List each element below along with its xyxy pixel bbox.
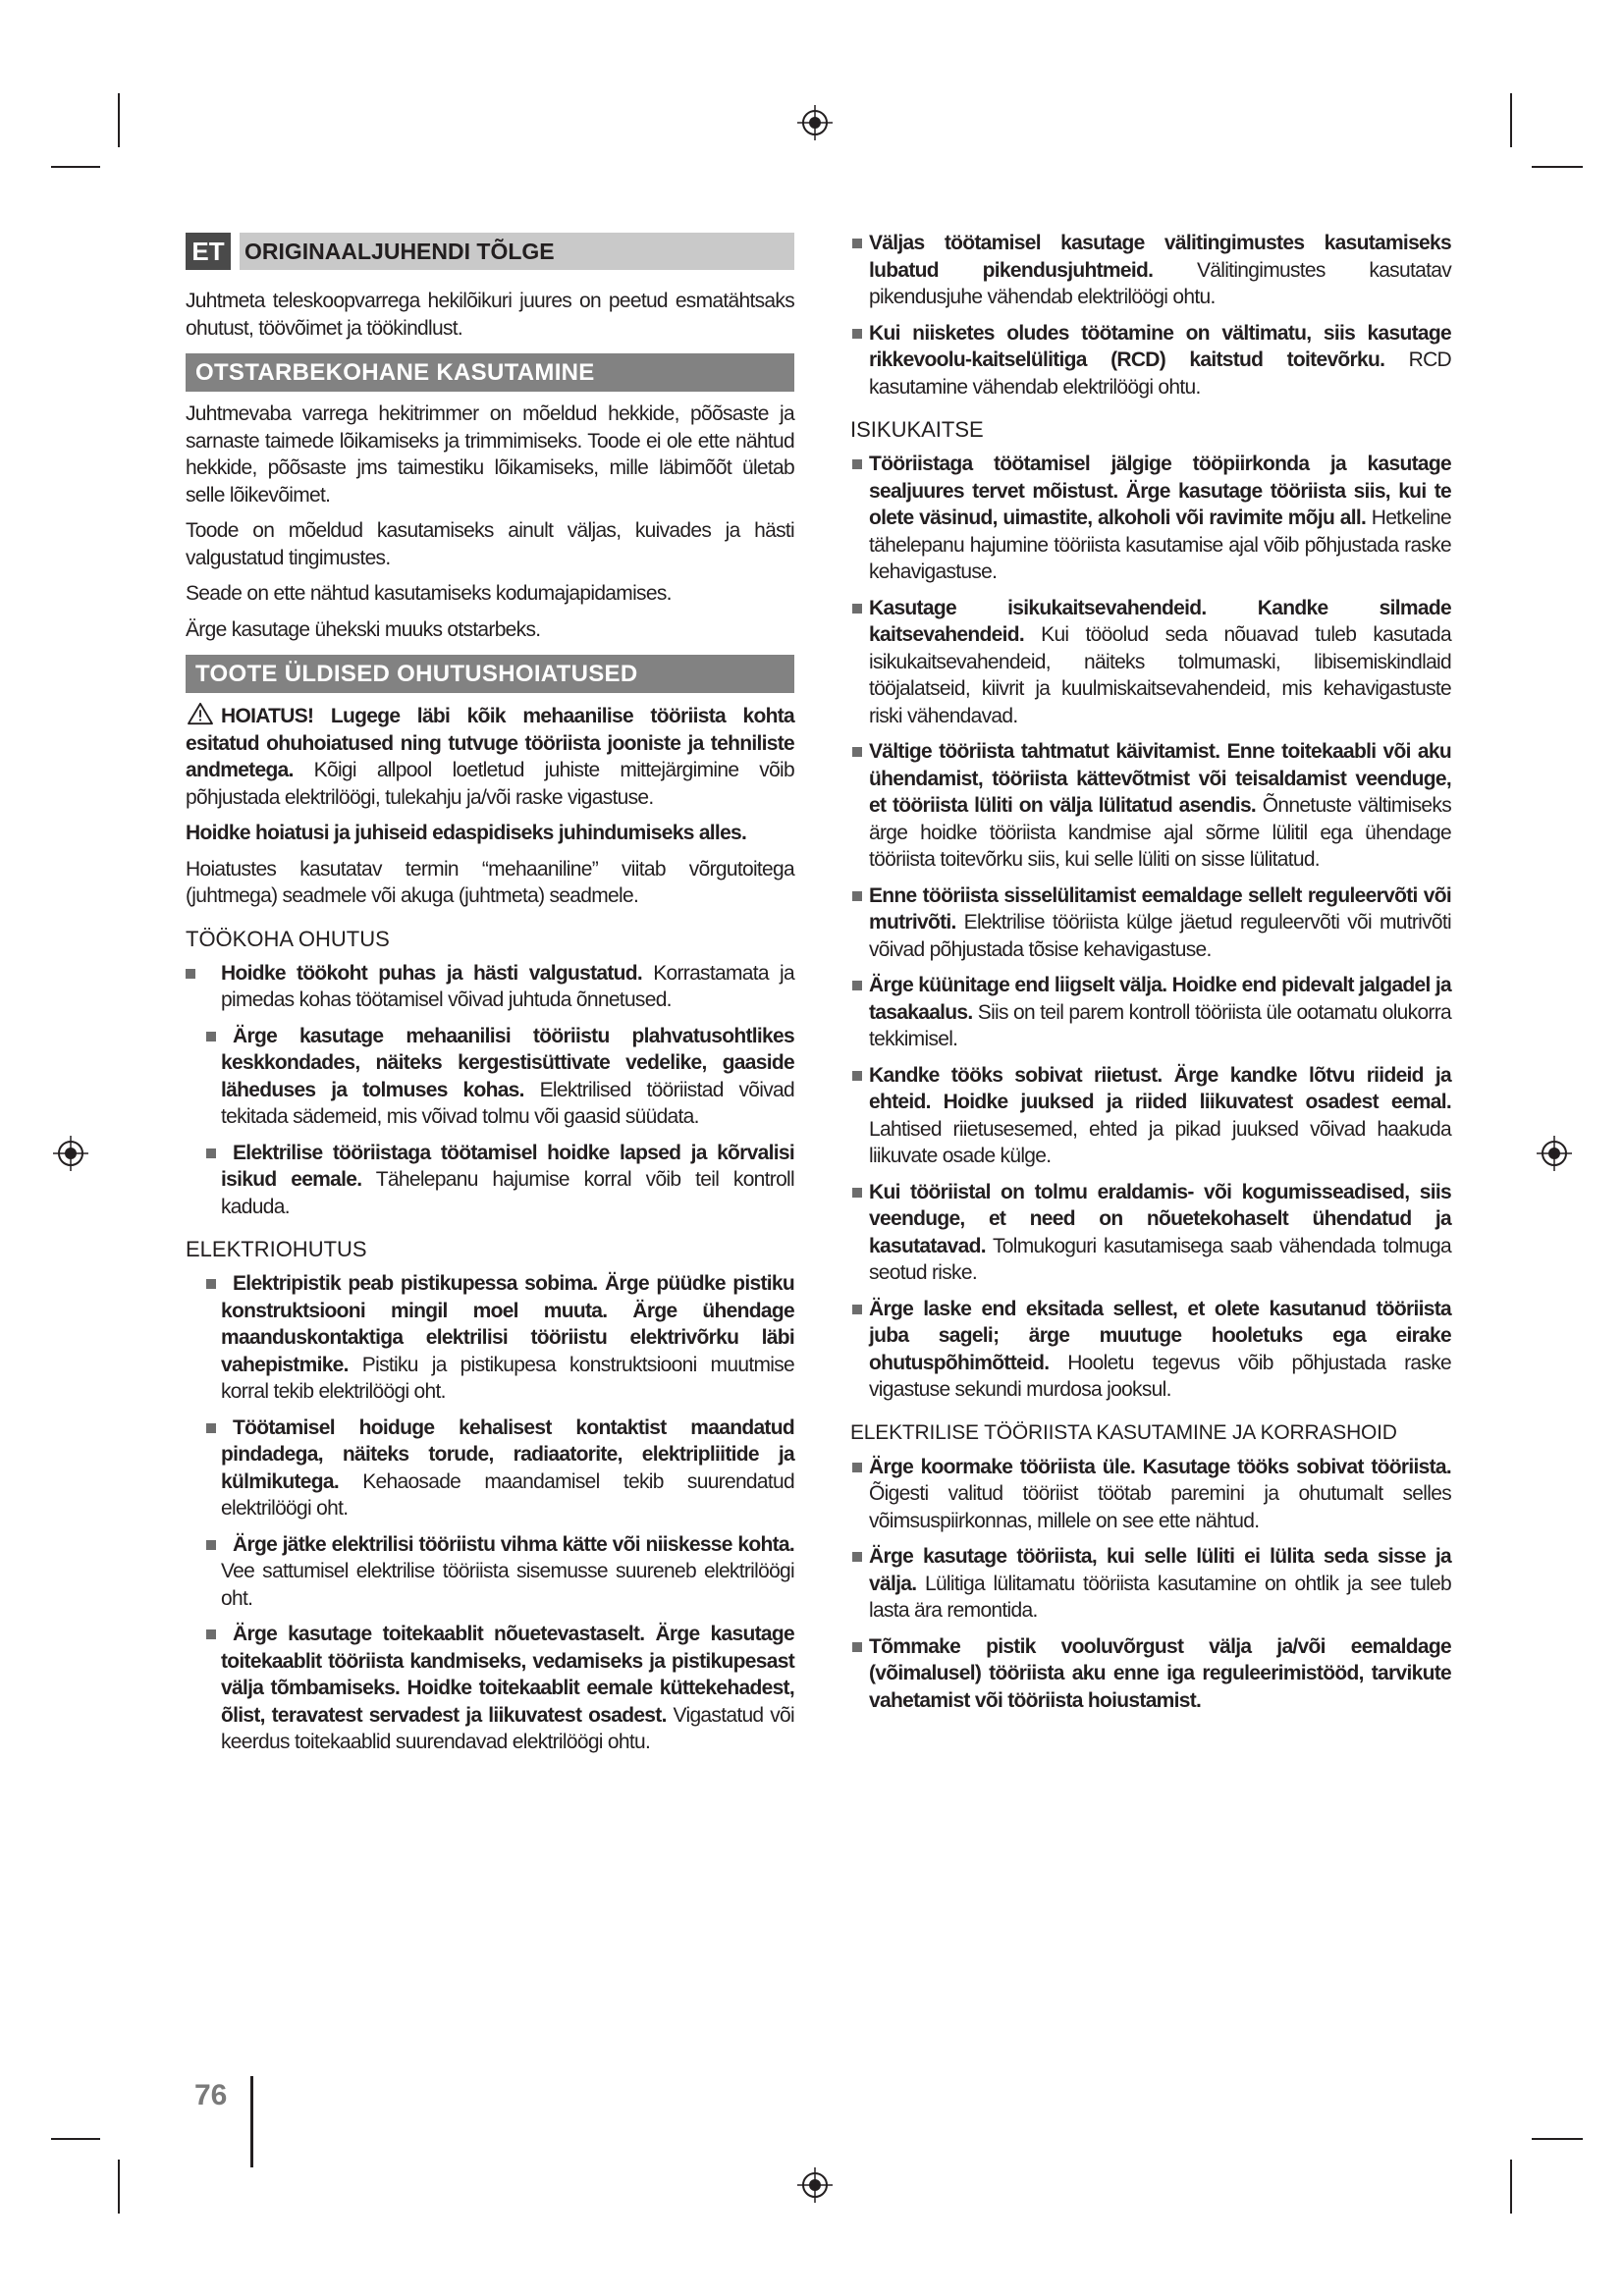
subheading-tool-use: ELEKTRILISE TÖÖRIISTA KASUTAMINE JA KORRASHOID (850, 1420, 1397, 1444)
list-item (850, 451, 1451, 586)
bullet-icon (852, 1552, 862, 1562)
item-text: Elektrilised tööriistad võivad tekitada sädemeid, mis võivad tolmu või gaasid süüdata. (221, 1078, 794, 1128)
registration-mark-icon (795, 2165, 835, 2205)
item-bold: Ärge kasutage tööriista, kui selle lüliti ei lülita seda sisse ja välja. (869, 1545, 1451, 1595)
list-item (186, 1023, 794, 1131)
right-column (850, 230, 1451, 1723)
item-bold: Ärge laske end eksitada sellest, et olete kasutanud tööriista juba sageli; ärge muutuge hooletuks ega eirake ohutuspõhimõtteid. (869, 1297, 1451, 1374)
item-bold: Elektrilise tööriistaga töötamisel hoidke lapsed ja kõrvalisi isikud eemale. (221, 1141, 794, 1191)
bullet-icon (852, 1188, 862, 1198)
registration-mark-icon (51, 1134, 90, 1173)
paragraph: Juhtmevaba varrega hekitrimmer on mõeldud hekkide, põõsaste ja sarnaste taimede lõikamiseks ja trimmimiseks. Toode ei ole ette nähtud hekkide, põõsaste jms taimestiku lõikamiseks, mille läbimõõt ületab selle lõikevõimet. (186, 402, 794, 507)
list-item (850, 1454, 1451, 1535)
item-bold: Ärge kasutage mehaanilisi tööriistu plahvatusohtlikes keskkondades, näiteks kergestisüttivate vedelike, gaaside läheduses ja tolmuses kohas. (221, 1024, 794, 1101)
registration-mark-icon (795, 103, 835, 142)
list-item (186, 1531, 794, 1613)
item-text: Kui tööolud seda nõuavad tuleb kasutada isikukaitsevahendeid, näiteks tolmumaski, libisemiskindlaid tööjalatseid, kiivrit ja kuulmiskaitsevahendeid, mis kehavigastuste riski vähendavad. (869, 623, 1451, 727)
bullet-icon (206, 1148, 216, 1158)
bullet-icon (206, 1279, 216, 1289)
registration-mark-icon (1535, 1134, 1574, 1173)
list-item (186, 1621, 794, 1756)
item-text: Elektrilise tööriista külge jäetud reguleervõti või mutrivõti võivad põhjustada tõsise kehavigastuse. (869, 911, 1451, 961)
paragraph: Toode on mõeldud kasutamiseks ainult väljas, kuivades ja hästi valgustatud tingimustes. (186, 519, 794, 569)
language-badge: ET (186, 233, 231, 270)
item-text: Vee sattumisel elektrilise tööriista sisemusse suureneb elektrilöögi oht. (221, 1560, 794, 1610)
item-text: Välitingimustes kasutatav pikendusjuhe vähendab elektrilöögi ohtu. (869, 258, 1451, 308)
crop-mark (51, 166, 100, 168)
item-bold: Tööriistaga töötamisel jälgige tööpiirkonda ja kasutage sealjuures tervet mõistust. Ärge kasutage tööriista siis, kui te olete väsinud, uimastite, alkoholi või ravimite mõju all. (869, 453, 1451, 529)
bullet-icon (852, 1305, 862, 1314)
page-header (186, 233, 794, 270)
item-bold: Kui niisketes oludes töötamine on vältimatu, siis kasutage rikkevoolu-kaitselülitiga (RCD) kaitstud toitevõrku. (869, 321, 1451, 371)
item-bold: Tõmmake pistik vooluvõrgust välja ja/või eemaldage (võimalusel) tööriista aku enne iga reguleerimistööd, tarvikute vahetamist või tööriista hoiustamist. (869, 1634, 1451, 1712)
item-text: Lahtised riietusesemed, ehted ja pikad juuksed võivad haakuda liikuvate osade külge. (869, 1117, 1451, 1167)
page-number-divider (250, 2076, 253, 2167)
list-item (850, 1633, 1451, 1715)
list-item (850, 1543, 1451, 1625)
left-column (186, 233, 794, 1765)
item-text: Lülitiga lülitamatu tööriista kasutamine on ohtlik ja see tuleb lasta ära remontida. (869, 1572, 1451, 1622)
bullet-icon (852, 747, 862, 757)
bullet-icon (206, 1629, 216, 1639)
list-item (850, 320, 1451, 401)
item-text: Hetkeline tähelepanu hajumine tööriista kasutamise ajal võib põhjustada raske kehavigastuse. (869, 507, 1451, 583)
item-bold: Ärge jätke elektrilisi tööriistu vihma kätte või niiskesse kohta. (233, 1532, 794, 1556)
item-bold: Hoidke töökoht puhas ja hästi valgustatud. (221, 961, 643, 985)
intro-paragraph: Juhtmeta teleskoopvarrega hekilõikuri juures on peetud esmatähtsaks ohutust, töövõimet ja töökindlust. (186, 290, 794, 340)
list-item (186, 1140, 794, 1221)
item-bold: Ärge küünitage end liigselt välja. Hoidke end pidevalt jalgadel ja tasakaalus. (869, 974, 1451, 1024)
bullet-icon (852, 891, 862, 901)
bullet-icon (852, 329, 862, 339)
crop-mark (1532, 166, 1583, 168)
item-bold: Enne tööriista sisselülitamist eemaldage sellelt reguleervõti või mutrivõti. (869, 883, 1451, 934)
item-text: Korrastamata ja pimedas kohas töötamisel võivad juhtuda õnnetused. (221, 961, 794, 1011)
warning-paragraph (186, 702, 794, 811)
term-paragraph: Hoiatustes kasutatav termin “mehaaniline” viitab võrgutoitega (juhtmega) seadmele või akuga (juhtmeta) seadmele. (186, 857, 794, 907)
crop-mark (1510, 93, 1512, 147)
subheading-personal-safety: ISIKUKAITSE (850, 417, 984, 442)
item-text: Siis on teil parem kontroll tööriista üle ootamatu olukorra tekkimisel. (869, 1000, 1451, 1050)
crop-mark (118, 93, 120, 147)
item-bold: Väljas töötamisel kasutage välitingimustes kasutamiseks lubatud pikendusjuhtmeid. (869, 232, 1451, 282)
list-item (850, 1062, 1451, 1170)
crop-mark (1510, 2160, 1512, 2214)
item-bold: Ärge koormake tööriista üle. Kasutage tööks sobivat tööriista. (869, 1455, 1451, 1478)
item-bold: Töötamisel hoiduge kehalisest kontaktist maandatud pindadega, näiteks torude, radiaatorite, elektripliitide ja külmikutega. (221, 1415, 794, 1493)
item-text: Vigastatud või keerdus toitekaablid suurendavad elektrilöögi ohtu. (221, 1703, 794, 1753)
item-text: Kehaosade maandamisel tekib suurendatud elektrilöögi oht. (221, 1469, 794, 1520)
list-item (186, 1270, 794, 1406)
item-bold: Kasutage isikukaitsevahendeid. Kandke silmade kaitsevahendeid. (869, 596, 1451, 646)
bullet-icon (206, 1032, 216, 1041)
paragraph: Seade on ette nähtud kasutamiseks kodumajapidamises. (186, 582, 672, 605)
page-title: ORIGINAALJUHENDI TÕLGE (240, 233, 794, 270)
item-bold: Ärge kasutage toitekaablit nõuetevastaselt. Ärge kasutage toitekaablit tööriista kandmiseks, vedamiseks ja pistikupesast välja tõmbamiseks. Hoidke toitekaablit eemale küttekehadest, õlist, teravatest servadest ja liikuvatest osadest. (221, 1623, 794, 1727)
item-text: Tolmukoguri kasutamisega saab vähendada tolmuga seotud riske. (869, 1234, 1451, 1284)
item-bold: Elektripistik peab pistikupessa sobima. Ärge püüdke pistiku konstruktsiooni mingil moel muuta. Ärge ühendage maanduskontaktiga elektrilisi tööriistu elektrivõrku läbi vahepistmike. (221, 1272, 794, 1376)
item-text: Õnnetuste vältimiseks ärge hoidke tööriista kandmise ajal sõrme lülitil ega ühendage tööriista toitevõrku siis, kui selle lüliti on sisse lülitatud. (869, 794, 1451, 871)
item-text: Tähelepanu hajumise korral võib teil kontroll kaduda. (221, 1168, 794, 1218)
list-item (850, 972, 1451, 1053)
list-item (850, 738, 1451, 874)
bullet-icon (852, 1642, 862, 1652)
item-text: Pistiku ja pistikupesa konstruktsiooni muutmise korral tekib elektrilöögi oht. (221, 1353, 794, 1403)
bullet-icon (852, 604, 862, 614)
warning-text: Kõigi allpool loetletud juhiste mittejärgimine võib põhjustada elektrilöögi, tulekahju ja/või raske vigastuse. (186, 759, 794, 809)
section-heading-intended-use: OTSTARBEKOHANE KASUTAMINE (186, 353, 794, 392)
list-item (850, 882, 1451, 964)
subheading-electrical: ELEKTRIOHUTUS (186, 1237, 367, 1261)
list-item (850, 230, 1451, 311)
section-heading-general-safety: TOOTE ÜLDISED OHUTUSHOIATUSED (186, 655, 794, 693)
bullet-icon (852, 239, 862, 248)
bullet-icon (852, 459, 862, 469)
bullet-icon (852, 981, 862, 990)
bullet-icon (852, 1071, 862, 1081)
item-text: Õigesti valitud tööriist töötab paremini ja ohutumalt selles võimsuspiirkonnas, millele on see ette nähtud. (869, 1482, 1451, 1532)
keep-instructions-note: Hoidke hoiatusi ja juhiseid edaspidiseks juhindumiseks alles. (186, 822, 747, 844)
warning-bold: HOIATUS! Lugege läbi kõik mehaanilise tööriista kohta esitatud ohuhoiatused ning tutvuge tööriista jooniste ja tehniliste andmetega. (186, 705, 794, 781)
item-bold: Kui tööriistal on tolmu eraldamis- või kogumisseadised, siis veenduge, et need on nõuetekohaselt ühendatud ja kasutatavad. (869, 1180, 1451, 1257)
crop-mark (51, 2138, 100, 2140)
bullet-icon (206, 1540, 216, 1550)
list-item (186, 1415, 794, 1522)
bullet-icon (852, 1463, 862, 1472)
bullet-icon (186, 969, 195, 979)
warning-triangle-icon (186, 702, 215, 725)
paragraph: Ärge kasutage ühekski muuks otstarbeks. (186, 617, 541, 641)
crop-mark (1532, 2138, 1583, 2140)
list-item (850, 1296, 1451, 1404)
crop-mark (118, 2160, 120, 2214)
list-item (850, 595, 1451, 730)
item-bold: Kandke tööks sobivat riietust. Ärge kandke lõtvu riideid ja ehteid. Hoidke juuksed ja riided liikuvatest osadest eemal. (869, 1063, 1451, 1113)
bullet-icon (206, 1423, 216, 1433)
subheading-work-area: TÖÖKOHA OHUTUS (186, 926, 390, 951)
page-number: 76 (194, 2079, 228, 2111)
item-text: RCD kasutamine vähendab elektrilöögi ohtu. (869, 348, 1452, 399)
list-item (850, 1179, 1451, 1287)
item-bold: Vältige tööriista tahtmatut käivitamist. Enne toitekaabli või aku ühendamist, tööriista kättevõtmist või teisaldamist veenduge, et tööriista lüliti on välja lülitatud asendis. (869, 740, 1451, 817)
list-item (186, 960, 794, 1014)
item-text: Hooletu tegevus võib põhjustada raske vigastuse sekundi murdosa jooksul. (869, 1351, 1451, 1401)
